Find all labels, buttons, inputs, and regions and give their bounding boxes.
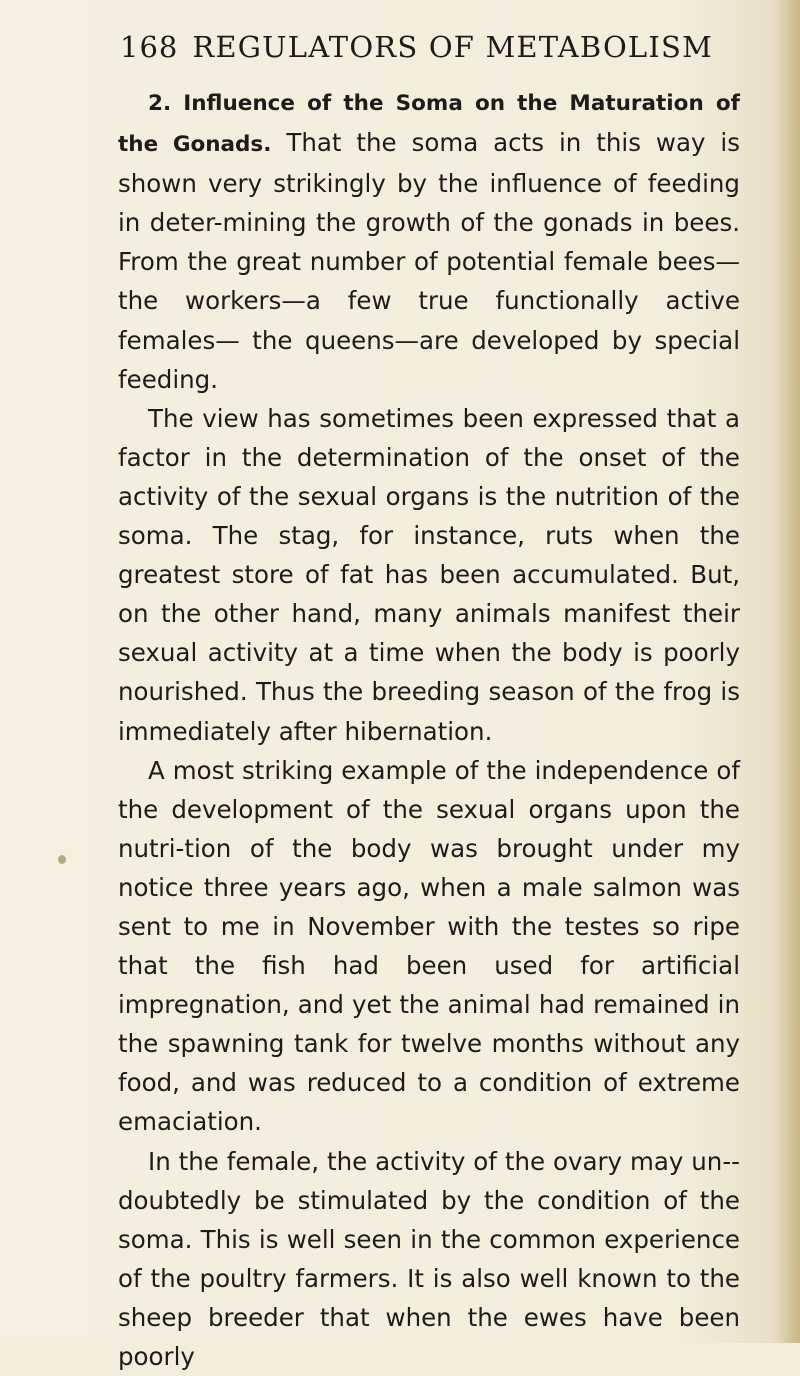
section-paragraph-text: That the soma acts in this way is shown very strikingly by the influence of feeding in deter-mining the growth of the gonads in bees. From the great number of potential female bees—the workers—a few true functionally active females— the queens—are developed by special feeding. [118,128,740,394]
paragraph: A most striking example of the independence of the development of the sexual organs upon the nutri-tion of the body was brought under my notice three years ago, when a male salmon was sent to me in November with the testes so ripe that the fish had been used for artificial impregnation, and yet the animal had remained in the spawning tank for twelve months without any food, and was reduced to a condition of extreme emaciation. [118,755,740,1137]
section-paragraph [118,82,740,399]
paragraph: In the female, the activity of the ovary may un-doubtedly be stimulated by the condition of the soma. This is well seen in the common experience of the poultry farmers. It is also well known to the sheep breeder that when the ewes have been poorly [118,1146,740,1371]
page-edge-shadow [778,0,800,1343]
body-text [118,82,740,1376]
running-head-title: REGULATORS OF METABOLISM [192,30,713,64]
running-head [120,30,720,64]
section-heading: 2. Influence of the Soma on the Maturation of the Gonads. [118,91,740,158]
page-number: 168 [120,30,179,64]
ink-spot [58,855,66,864]
paragraph: The view has sometimes been expressed that a factor in the determination of the onset of the activity of the sexual organs is the nutrition of the soma. The stag, for instance, ruts when the greatest store of fat has been accumulated. But, on the other hand, many animals manifest their sexual activity at a time when the body is poorly nourished. Thus the breeding season of the frog is immediately after hibernation. [118,403,740,746]
